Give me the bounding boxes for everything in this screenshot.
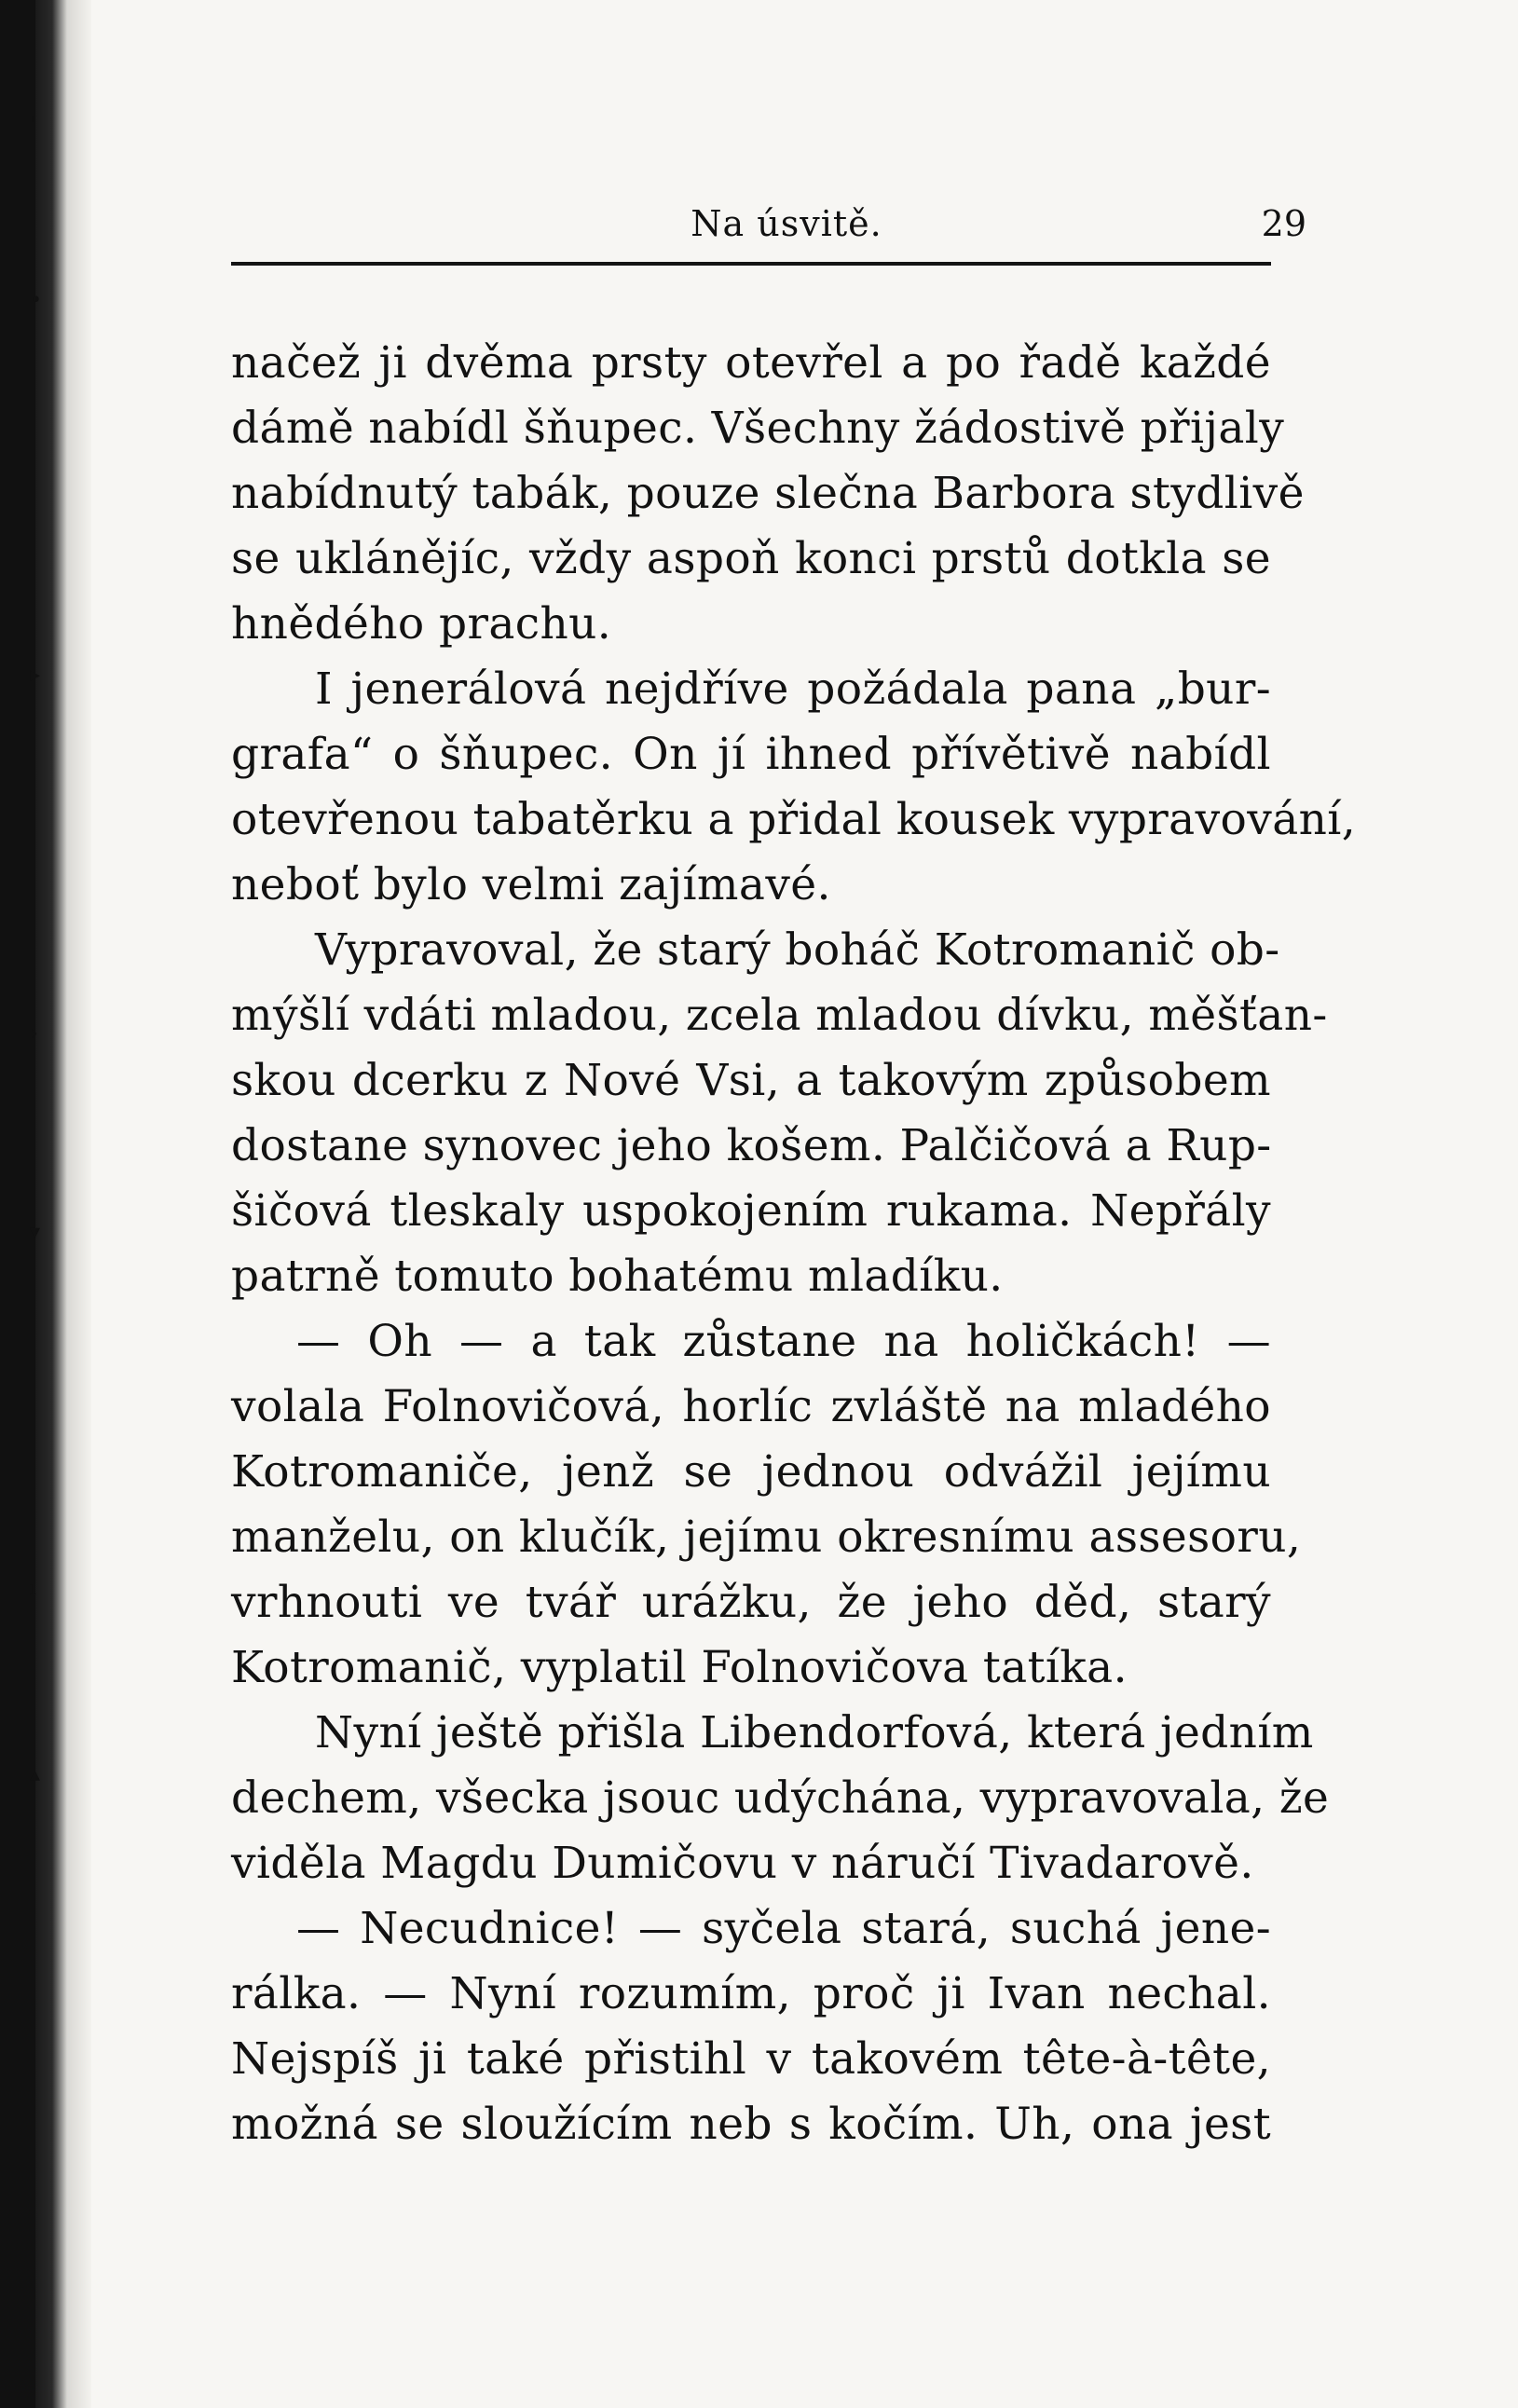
text-line: dámě nabídl šňupec. Všechny žádostivě přijaly: [231, 403, 1285, 454]
text-line: skou dcerku z Nové Vsi, a takovým způsobem: [231, 1055, 1271, 1106]
margin-mark: ▸: [30, 664, 41, 687]
margin-mark: ı: [30, 1577, 37, 1600]
text-line: dechem, všecka jsouc udýchána, vypravovala, že: [231, 1772, 1330, 1824]
text-line: se uklánějíc, vždy aspoň konci prstů dotkla se: [231, 533, 1271, 584]
text-line: dostane synovec jeho košem. Palčičová a Rup-: [231, 1120, 1272, 1171]
text-line: volala Folnovičová, horlíc zvláště na mladého: [231, 1381, 1271, 1432]
text-line: šičová tleskaly uspokojením rukama. Nepřály: [231, 1185, 1271, 1237]
running-title: Na úsvitě.: [691, 203, 882, 244]
text-line: hnědého prachu.: [231, 598, 612, 650]
page-number: 29: [1261, 203, 1306, 244]
text-line: vrhnouti ve tvář urážku, že jeho děd, starý: [231, 1577, 1271, 1628]
text-line: mýšlí vdáti mladou, zcela mladou dívku, měšťan-: [231, 990, 1328, 1041]
margin-mark: ': [30, 114, 36, 137]
text-line: rálka. — Nyní rozumím, proč ji Ivan nechal.: [231, 1968, 1271, 2019]
page-binding-edge: [35, 0, 91, 2408]
text-line: nabídnutý tabák, pouze slečna Barbora stydlivě: [231, 468, 1305, 519]
header-rule: [231, 262, 1271, 266]
text-line: Nejspíš ji také přistihl v takovém tête-à-tête,: [231, 2033, 1271, 2085]
page-header: [267, 194, 1306, 250]
text-line: Kotromanič, vyplatil Folnovičova tatíka.: [231, 1642, 1128, 1693]
text-line: patrně tomuto bohatému mladíku.: [231, 1251, 1004, 1302]
text-line: — Necudnice! — syčela stará, suchá jene-: [296, 1903, 1271, 1954]
text-line: I jenerálová nejdříve požádala pana „bur-: [315, 664, 1271, 715]
margin-mark: •: [30, 289, 42, 312]
text-line: otevřenou tabatěrku a přidal kousek vypravování,: [231, 794, 1357, 845]
text-line: načež ji dvěma prsty otevřel a po řadě každé: [231, 337, 1271, 389]
text-line: neboť bylo velmi zajímavé.: [231, 859, 831, 910]
text-line: možná se sloužícím neb s kočím. Uh, ona jest: [231, 2099, 1271, 2150]
text-line: Vypravoval, že starý boháč Kotromanič ob-: [315, 924, 1280, 976]
text-line: manželu, on klučík, jejímu okresnímu assesoru,: [231, 1512, 1302, 1563]
margin-mark: ›: [30, 1022, 38, 1046]
margin-mark: ▴: [30, 1763, 41, 1786]
body-text: [231, 331, 1357, 2157]
margin-mark: ▾: [30, 1221, 41, 1244]
text-line: — Oh — a tak zůstane na holičkách! —: [296, 1316, 1271, 1367]
text-line: Nyní ještě přišla Libendorfová, která jedním: [315, 1707, 1314, 1758]
text-line: Kotromaniče, jenž se jednou odvážil jejímu: [231, 1446, 1271, 1498]
text-line: grafa“ o šňupec. On jí ihned přívětivě nabídl: [231, 729, 1271, 780]
text-line: viděla Magdu Dumičovu v náručí Tivadarově.: [231, 1838, 1254, 1889]
